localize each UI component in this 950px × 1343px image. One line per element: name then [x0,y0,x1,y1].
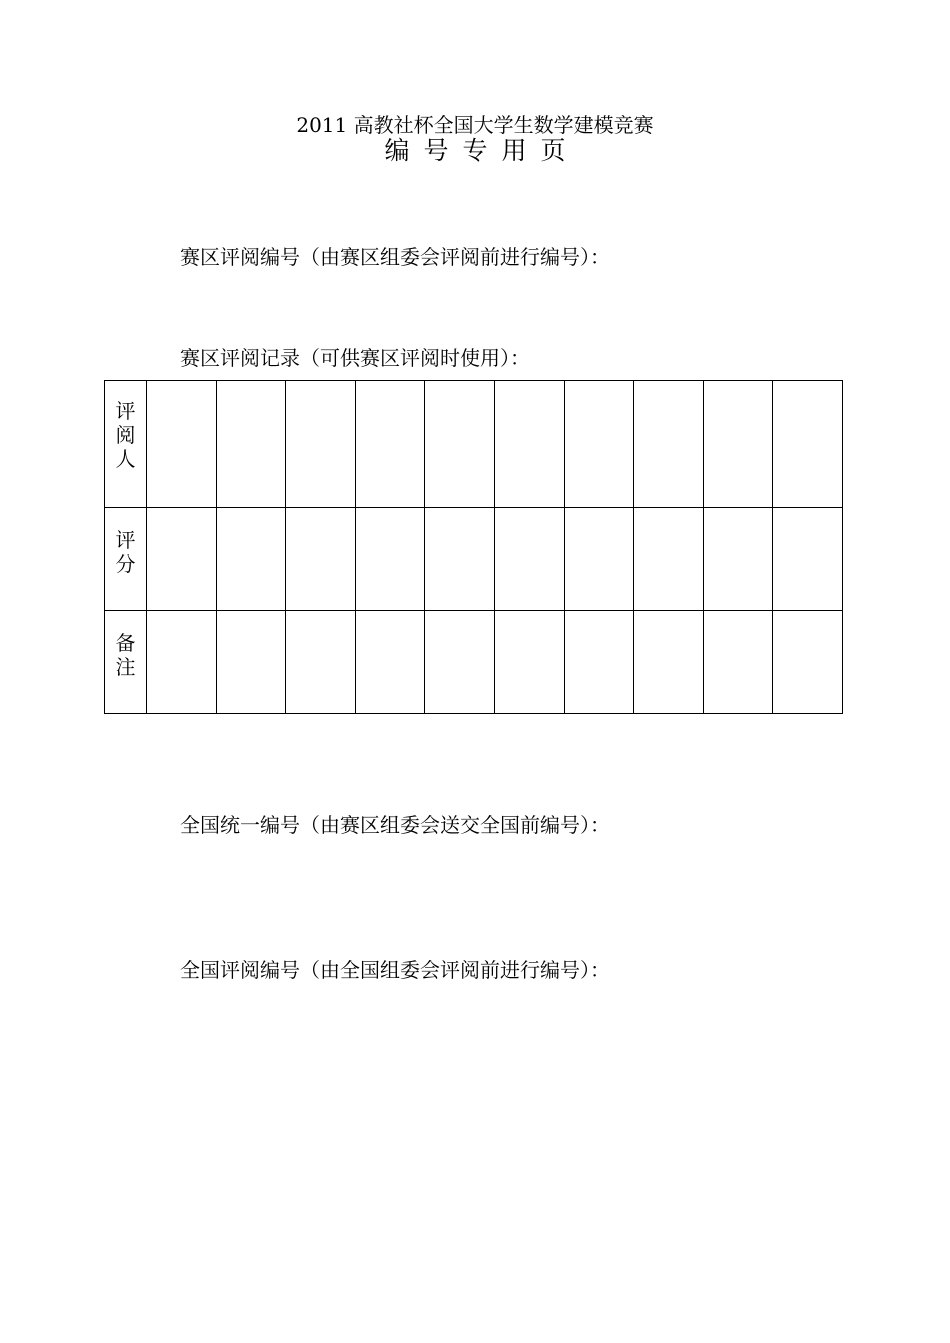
table-cell[interactable] [286,508,356,611]
table-cell[interactable] [216,508,286,611]
table-cell[interactable] [564,508,634,611]
table-cell[interactable] [634,611,704,714]
national-unified-number-label: 全国统一编号（由赛区组委会送交全国前编号）： [180,813,610,837]
table-cell[interactable] [773,611,843,714]
table-cell[interactable] [355,381,425,508]
row-label-cell [105,381,147,508]
page-subtitle: 编号专用页 [384,136,580,165]
table-cell[interactable] [355,611,425,714]
table-cell[interactable] [494,611,564,714]
row-label-reviewer: 评阅人 [115,399,136,471]
table-cell[interactable] [286,381,356,508]
table-cell[interactable] [773,508,843,611]
table-cell[interactable] [355,508,425,611]
table-cell[interactable] [564,611,634,714]
table-row-score [105,508,843,611]
table-cell[interactable] [147,508,217,611]
table-cell[interactable] [286,611,356,714]
table-cell[interactable] [703,611,773,714]
table-cell[interactable] [703,381,773,508]
table-row-reviewer [105,381,843,508]
national-review-number-label: 全国评阅编号（由全国组委会评阅前进行编号）： [180,958,610,982]
table-cell[interactable] [425,381,495,508]
table-row-note [105,611,843,714]
regional-review-number-label: 赛区评阅编号（由赛区组委会评阅前进行编号）： [180,245,610,269]
table-cell[interactable] [216,381,286,508]
row-label-score: 评分 [115,528,136,576]
table-cell[interactable] [494,381,564,508]
row-label-cell [105,508,147,611]
regional-review-record-label: 赛区评阅记录（可供赛区评阅时使用）： [180,346,530,370]
table-cell[interactable] [634,508,704,611]
review-record-table [104,380,843,714]
row-label-note: 备注 [115,631,136,679]
table-cell[interactable] [216,611,286,714]
table-cell[interactable] [773,381,843,508]
contest-title: 2011 高教社杯全国大学生数学建模竞赛 [296,113,654,137]
table-cell[interactable] [425,611,495,714]
table-cell[interactable] [634,381,704,508]
table-cell[interactable] [147,381,217,508]
table-cell[interactable] [494,508,564,611]
row-label-cell [105,611,147,714]
table-cell[interactable] [703,508,773,611]
table-cell[interactable] [564,381,634,508]
table-cell[interactable] [425,508,495,611]
table-cell[interactable] [147,611,217,714]
